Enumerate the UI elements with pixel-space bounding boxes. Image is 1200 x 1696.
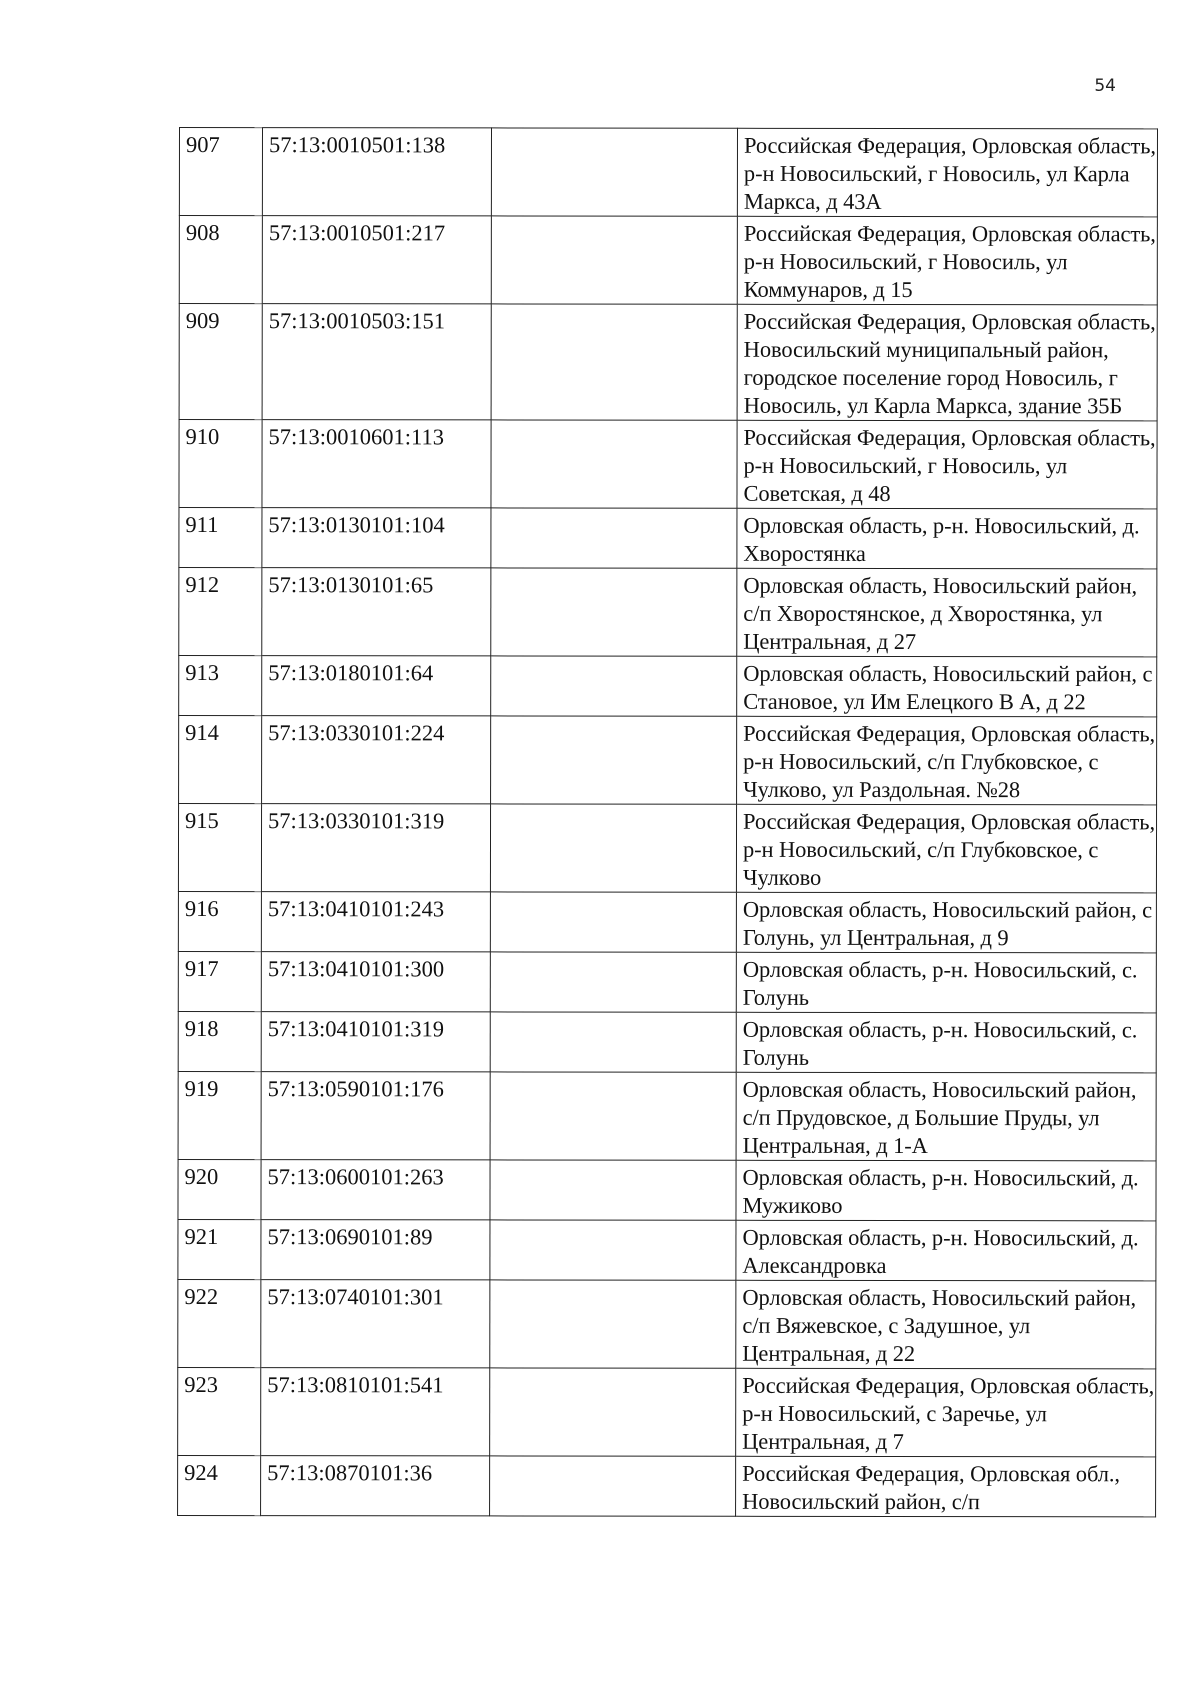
row-number-cell: 913 [179, 656, 262, 716]
empty-cell [491, 304, 737, 420]
empty-cell [490, 892, 736, 952]
row-number-cell: 922 [178, 1279, 261, 1367]
address-cell: Орловская область, р-н. Новосильский, с. Голунь [736, 1012, 1156, 1073]
cadastral-number-cell: 57:13:0810101:541 [261, 1368, 490, 1456]
address-cell: Российская Федерация, Орловская область, р-н Новосильский, г Новосиль, ул Карла Маркса, д 43А [737, 128, 1157, 217]
address-cell: Российская Федерация, Орловская обл., Новосильский район, с/п [736, 1456, 1156, 1517]
row-number-cell: 916 [178, 891, 261, 951]
cadastral-number-cell: 57:13:0590101:176 [261, 1072, 490, 1160]
table-row [178, 951, 1156, 1012]
row-number-cell: 911 [179, 508, 262, 568]
address-cell: Орловская область, р-н. Новосильский, д. Александровка [736, 1220, 1156, 1281]
row-number-cell: 915 [178, 804, 261, 892]
cadastral-number-cell: 57:13:0690101:89 [261, 1220, 490, 1280]
empty-cell [491, 656, 737, 716]
address-cell: Орловская область, Новосильский район, с/п Прудовское, д Большие Пруды, ул Центральная, д 1-А [736, 1072, 1156, 1161]
table-row [178, 1219, 1156, 1280]
row-number-cell: 923 [178, 1367, 261, 1455]
table-row [178, 1159, 1156, 1220]
table-row [179, 508, 1157, 569]
cadastral-number-cell: 57:13:0330101:319 [261, 804, 490, 892]
cadastral-number-cell: 57:13:0130101:65 [262, 568, 491, 656]
cadastral-number-cell: 57:13:0180101:64 [262, 656, 491, 716]
row-number-cell: 910 [179, 420, 262, 508]
row-number-cell: 924 [178, 1455, 261, 1515]
cadastral-number-cell: 57:13:0410101:243 [261, 892, 490, 952]
table-row [178, 1367, 1156, 1456]
address-cell: Российская Федерация, Орловская область, р-н Новосильский, г Новосиль, ул Советская, д 48 [737, 420, 1157, 509]
cadastral-number-cell: 57:13:0740101:301 [261, 1280, 490, 1368]
empty-cell [491, 420, 737, 508]
row-number-cell: 919 [178, 1071, 261, 1159]
table-row [178, 1455, 1156, 1516]
address-cell: Российская Федерация, Орловская область, р-н Новосильский, с Заречье, ул Центральная, д 7 [736, 1368, 1156, 1457]
row-number-cell: 918 [178, 1011, 261, 1071]
table-row [179, 716, 1157, 805]
cadastral-number-cell: 57:13:0870101:36 [261, 1456, 490, 1516]
table-row [179, 420, 1157, 509]
empty-cell [490, 952, 736, 1012]
empty-cell [490, 804, 736, 892]
cadastral-number-cell: 57:13:0410101:300 [261, 952, 490, 1012]
table-row [178, 891, 1156, 952]
empty-cell [491, 128, 737, 216]
property-registry-table [177, 127, 1158, 1517]
table-row [179, 128, 1157, 217]
table-row [178, 804, 1156, 893]
address-cell: Орловская область, р-н. Новосильский, д. Хворостянка [737, 508, 1157, 569]
empty-cell [490, 1456, 736, 1516]
cadastral-number-cell: 57:13:0010601:113 [262, 420, 491, 508]
address-cell: Орловская область, Новосильский район, с Становое, ул Им Елецкого В А, д 22 [737, 656, 1157, 717]
table-row [178, 1011, 1156, 1072]
address-cell: Орловская область, р-н. Новосильский, с. Голунь [736, 952, 1156, 1013]
row-number-cell: 921 [178, 1219, 261, 1279]
empty-cell [490, 1012, 736, 1072]
address-cell: Российская Федерация, Орловская область, р-н Новосильский, г Новосиль, ул Коммунаров, д 15 [737, 216, 1157, 305]
row-number-cell: 909 [179, 304, 262, 420]
page-number: 54 [1094, 76, 1116, 96]
table-row [179, 656, 1157, 717]
address-cell: Российская Федерация, Орловская область, р-н Новосильский, с/п Глубковское, с Чулково, ул Раздольная. №28 [737, 716, 1157, 805]
cadastral-number-cell: 57:13:0330101:224 [262, 716, 491, 804]
address-cell: Орловская область, р-н. Новосильский, д. Мужиково [736, 1160, 1156, 1221]
cadastral-number-cell: 57:13:0010503:151 [262, 304, 491, 420]
empty-cell [491, 216, 737, 304]
cadastral-number-cell: 57:13:0010501:217 [262, 216, 491, 304]
row-number-cell: 907 [179, 128, 262, 216]
row-number-cell: 912 [179, 568, 262, 656]
table-row [179, 304, 1157, 421]
row-number-cell: 914 [179, 716, 262, 804]
cadastral-number-cell: 57:13:0410101:319 [261, 1012, 490, 1072]
table-row [178, 1071, 1156, 1160]
cadastral-number-cell: 57:13:0010501:138 [262, 128, 491, 216]
empty-cell [490, 1280, 736, 1368]
empty-cell [491, 716, 737, 804]
row-number-cell: 920 [178, 1159, 261, 1219]
empty-cell [490, 1368, 736, 1456]
table-row [178, 1279, 1156, 1368]
row-number-cell: 908 [179, 216, 262, 304]
empty-cell [490, 1072, 736, 1160]
empty-cell [490, 1220, 736, 1280]
row-number-cell: 917 [178, 951, 261, 1011]
address-cell: Орловская область, Новосильский район, с Голунь, ул Центральная, д 9 [736, 892, 1156, 953]
address-cell: Орловская область, Новосильский район, с/п Хворостянское, д Хворостянка, ул Центральная, д 27 [737, 568, 1157, 657]
table-row [179, 216, 1157, 305]
table-row [179, 568, 1157, 657]
empty-cell [491, 568, 737, 656]
empty-cell [491, 508, 737, 568]
address-cell: Российская Федерация, Орловская область, Новосильский муниципальный район, городское поселение город Новосиль, г Новосиль, ул Карла Маркса, здание 35Б [737, 304, 1157, 421]
address-cell: Орловская область, Новосильский район, с/п Вяжевское, с Задушное, ул Центральная, д 22 [736, 1280, 1156, 1369]
address-cell: Российская Федерация, Орловская область, р-н Новосильский, с/п Глубковское, с Чулково [736, 804, 1156, 893]
empty-cell [490, 1160, 736, 1220]
cadastral-number-cell: 57:13:0130101:104 [262, 508, 491, 568]
cadastral-number-cell: 57:13:0600101:263 [261, 1160, 490, 1220]
